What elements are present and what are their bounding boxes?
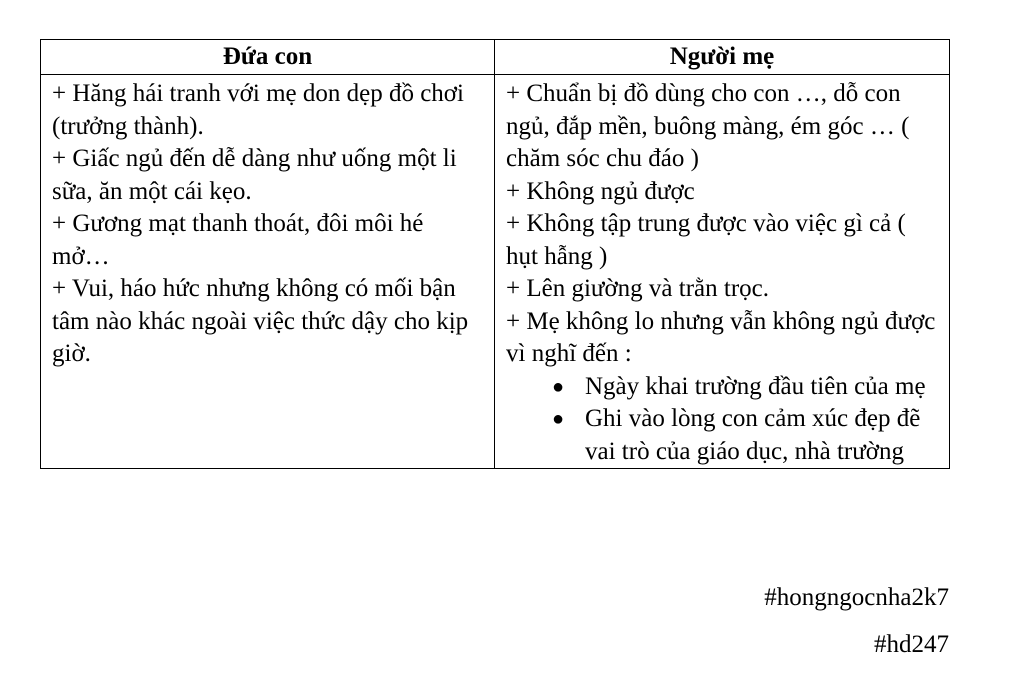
header-child: Đứa con (41, 40, 495, 75)
table-row (41, 75, 950, 469)
mother-item: + Mẹ không lo nhưng vẫn không ngủ được vì nghĩ đến : (506, 307, 936, 367)
bullet-icon: ● (552, 375, 565, 398)
child-cell (41, 75, 495, 469)
reason-text: Ngày khai trường đầu tiên của mẹ (585, 372, 926, 400)
mother-item: + Chuẩn bị đồ dùng cho con …, dỗ con ngủ, đắp mền, buông màng, ém góc … ( chăm sóc chu đáo ) (506, 80, 910, 172)
mother-cell (495, 75, 950, 469)
child-item: + Gương mạt thanh thoát, đôi môi hé mở… (52, 210, 424, 270)
child-item: + Giấc ngủ đến dễ dàng như uống một li sữa, ăn một cái kẹo. (52, 145, 457, 205)
child-item: + Hăng hái tranh với mẹ don dẹp đồ chơi (trưởng thành). (52, 80, 464, 140)
bullet-icon: ● (552, 408, 565, 430)
hashtag-site: #hd247 (874, 631, 949, 658)
reason-text: Ghi vào lòng con cảm xúc đẹp đẽ vai trò của giáo dục, nhà trường (585, 405, 921, 465)
table-header-row (41, 40, 950, 75)
mother-item: + Không ngủ được (506, 177, 695, 205)
mother-item: + Lên giường và trằn trọc. (506, 275, 770, 302)
list-item (552, 403, 941, 468)
header-mother: Người mẹ (495, 40, 950, 75)
hashtag-author: #hongngocnha2k7 (764, 584, 949, 611)
comparison-table (40, 39, 950, 469)
reason-list (506, 371, 941, 469)
list-item (552, 371, 941, 404)
child-item: + Vui, háo hức nhưng không có mối bận tâm nào khác ngoài việc thức dậy cho kịp giờ. (52, 275, 469, 367)
mother-item: + Không tập trung được vào việc gì cả ( hụt hẫng ) (506, 210, 906, 270)
